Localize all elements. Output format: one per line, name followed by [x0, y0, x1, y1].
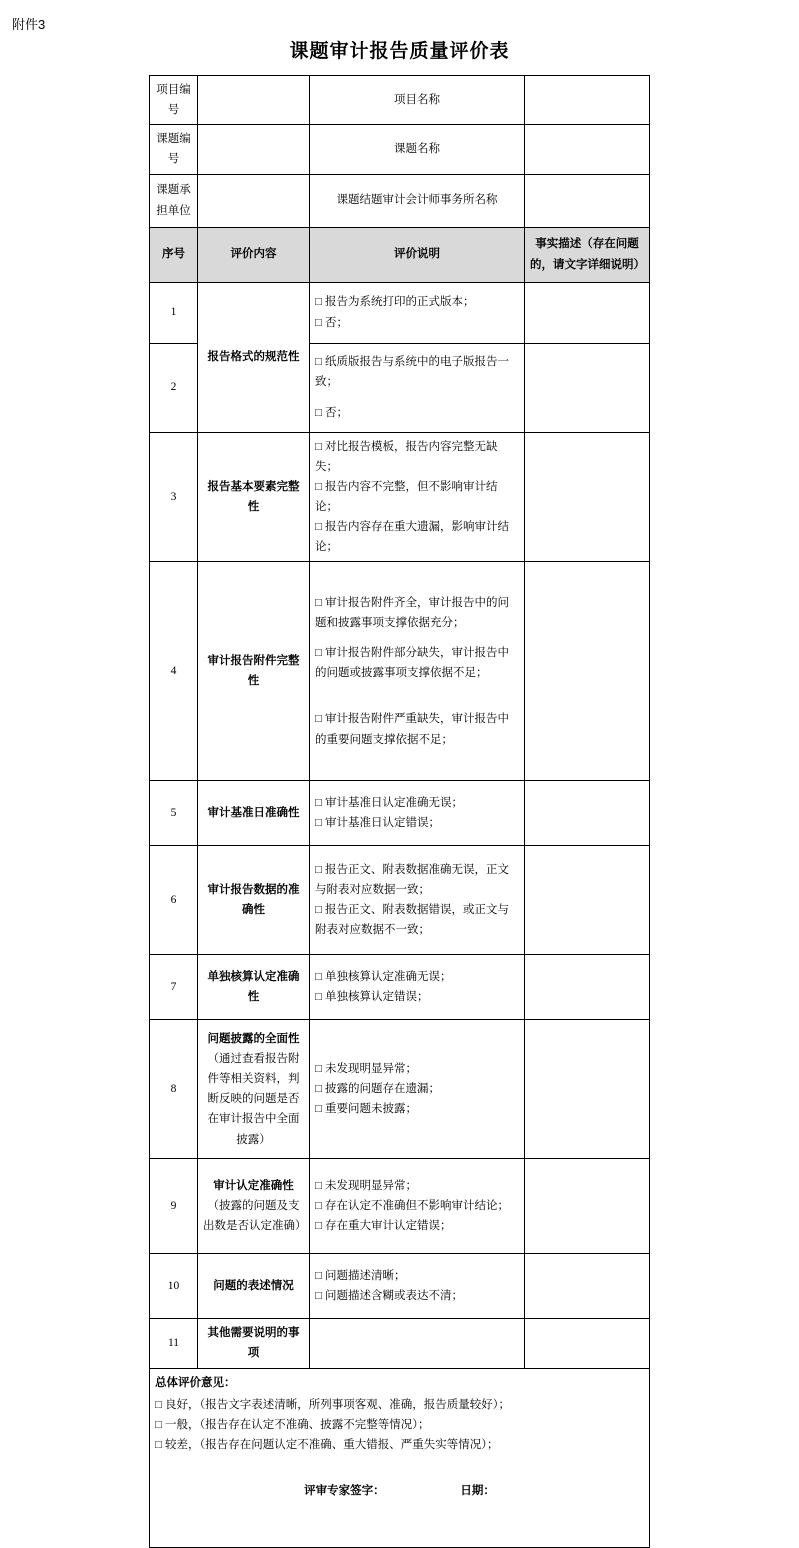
date-label[interactable]: 日期： [460, 1485, 495, 1497]
header-fact: 事实描述（存在问题的，请文字详细说明） [525, 227, 650, 282]
info-label-topic-name: 课题名称 [310, 125, 525, 174]
checkbox-icon[interactable]: □ [155, 1398, 162, 1411]
checkbox-icon[interactable]: □ [315, 316, 322, 329]
option-item[interactable]: □ 单独核算认定错误； [315, 991, 429, 1004]
info-value-project-code[interactable] [198, 76, 310, 125]
checkbox-icon[interactable]: □ [315, 406, 322, 419]
option-item[interactable]: □ 报告内容不完整，但不影响审计结论； [315, 480, 498, 513]
table-header-row [150, 227, 650, 282]
row-options-8 [310, 1020, 525, 1159]
checkbox-icon[interactable]: □ [315, 971, 322, 984]
table-row [150, 282, 650, 343]
info-value-topic-name[interactable] [525, 125, 650, 174]
option-item[interactable]: □ 审计基准日认定准确无误； [315, 797, 463, 810]
checkbox-icon[interactable]: □ [315, 1180, 322, 1193]
row-content-5: 审计基准日准确性 [198, 781, 310, 846]
checkbox-icon[interactable]: □ [315, 480, 322, 493]
row-fact-7[interactable] [525, 955, 650, 1020]
row-content-9-title: 审计认定准确性 [213, 1180, 294, 1193]
row-fact-11[interactable] [525, 1319, 650, 1368]
row-content-1: 报告格式的规范性 [198, 282, 310, 432]
option-item[interactable]: □ 纸质版报告与系统中的电子版报告一致； [315, 356, 509, 389]
row-fact-9[interactable] [525, 1159, 650, 1254]
row-num-5: 5 [150, 781, 198, 846]
checkbox-icon[interactable]: □ [315, 596, 322, 609]
row-fact-5[interactable] [525, 781, 650, 846]
summary-option-item[interactable]: □ 较差，（报告存在问题认定不准确、重大错报、严重失实等情况）； [155, 1438, 499, 1451]
row-options-4 [310, 562, 525, 781]
row-fact-2[interactable] [525, 343, 650, 432]
checkbox-icon[interactable]: □ [315, 1290, 322, 1303]
summary-title: 总体评价意见： [155, 1376, 236, 1389]
row-num-7: 7 [150, 955, 198, 1020]
checkbox-icon[interactable]: □ [315, 713, 322, 726]
checkbox-icon[interactable]: □ [315, 647, 322, 660]
checkbox-icon[interactable]: □ [315, 991, 322, 1004]
checkbox-icon[interactable]: □ [315, 1083, 322, 1096]
row-content-8-title: 问题披露的全面性 [207, 1032, 300, 1045]
row-content-7: 单独核算认定准确性 [198, 955, 310, 1020]
info-label-firm-name: 课题结题审计会计师事务所名称 [310, 174, 525, 227]
option-item[interactable]: □ 否； [315, 406, 348, 419]
option-item[interactable]: □ 重要问题未披露； [315, 1103, 417, 1116]
checkbox-icon[interactable]: □ [315, 356, 322, 369]
row-num-4: 4 [150, 562, 198, 781]
row-content-3: 报告基本要素完整性 [198, 432, 310, 562]
row-fact-10[interactable] [525, 1254, 650, 1319]
option-item[interactable]: □ 否； [315, 316, 348, 329]
row-content-11: 其他需要说明的事项 [198, 1319, 310, 1368]
row-options-7 [310, 955, 525, 1020]
checkbox-icon[interactable]: □ [315, 904, 322, 917]
info-value-topic-code[interactable] [198, 125, 310, 174]
row-num-9: 9 [150, 1159, 198, 1254]
table-row [150, 955, 650, 1020]
row-options-6 [310, 846, 525, 955]
checkbox-icon[interactable]: □ [315, 1200, 322, 1213]
checkbox-icon[interactable]: □ [315, 440, 322, 453]
row-content-4: 审计报告附件完整性 [198, 562, 310, 781]
row-options-10 [310, 1254, 525, 1319]
option-item[interactable]: □ 对比报告模板，报告内容完整无缺失； [315, 440, 498, 473]
row-num-11: 11 [150, 1319, 198, 1368]
info-value-undertaking-unit[interactable] [198, 174, 310, 227]
table-row [150, 1254, 650, 1319]
row-options-9 [310, 1159, 525, 1254]
option-item[interactable]: □ 报告正文、附表数据准确无误，正文与附表对应数据一致； [315, 864, 509, 897]
header-num: 序号 [150, 227, 198, 282]
row-content-6: 审计报告数据的准确性 [198, 846, 310, 955]
table-row [150, 1319, 650, 1368]
row-num-6: 6 [150, 846, 198, 955]
row-fact-6[interactable] [525, 846, 650, 955]
checkbox-icon[interactable]: □ [315, 1103, 322, 1116]
option-item[interactable]: □ 披露的问题存在遗漏； [315, 1083, 440, 1096]
row-num-3: 3 [150, 432, 198, 562]
summary-row [150, 1368, 650, 1547]
checkbox-icon[interactable]: □ [155, 1418, 162, 1431]
info-row-unit [150, 174, 650, 227]
option-item[interactable]: □ 审计报告附件部分缺失，审计报告中的问题或披露事项支撑依据不足； [315, 647, 509, 680]
row-content-10: 问题的表述情况 [198, 1254, 310, 1319]
table-row [150, 781, 650, 846]
option-item[interactable]: □ 报告内容存在重大遗漏，影响审计结论； [315, 521, 509, 554]
checkbox-icon[interactable]: □ [315, 1270, 322, 1283]
table-row [150, 846, 650, 955]
checkbox-icon[interactable]: □ [315, 817, 322, 830]
info-label-undertaking-unit: 课题承担单位 [150, 174, 198, 227]
checkbox-icon[interactable]: □ [315, 1063, 322, 1076]
row-content-9 [198, 1159, 310, 1254]
option-item[interactable]: □ 存在重大审计认定错误； [315, 1220, 452, 1233]
page-title: 课题审计报告质量评价表 [289, 41, 510, 62]
info-value-firm-name[interactable] [525, 174, 650, 227]
row-fact-1[interactable] [525, 282, 650, 343]
info-label-project-name: 项目名称 [310, 76, 525, 125]
option-item[interactable]: □ 报告正文、附表数据错误，或正文与附表对应数据不一致； [315, 904, 509, 937]
summary-cell [150, 1368, 650, 1547]
summary-option-item[interactable]: □ 良好，（报告文字表述清晰，所列事项客观、准确，报告质量较好）； [155, 1398, 510, 1411]
header-content: 评价内容 [198, 227, 310, 282]
info-label-topic-code: 课题编号 [150, 125, 198, 174]
checkbox-icon[interactable]: □ [155, 1438, 162, 1451]
row-fact-3[interactable] [525, 432, 650, 562]
signature-row [155, 1481, 644, 1501]
row-options-1 [310, 282, 525, 343]
info-value-project-name[interactable] [525, 76, 650, 125]
checkbox-icon[interactable]: □ [315, 1220, 322, 1233]
row-num-1: 1 [150, 282, 198, 343]
option-item[interactable]: □ 问题描述含糊或表达不清； [315, 1290, 463, 1303]
table-row [150, 432, 650, 562]
row-options-5 [310, 781, 525, 846]
table-row [150, 1159, 650, 1254]
row-num-2: 2 [150, 343, 198, 432]
signature-label[interactable]: 评审专家签字： [304, 1485, 385, 1497]
row-num-10: 10 [150, 1254, 198, 1319]
info-row-project [150, 76, 650, 125]
evaluation-table [149, 75, 650, 1548]
row-content-9-note: （披露的问题及支出数是否认定准确） [203, 1200, 307, 1233]
header-desc: 评价说明 [310, 227, 525, 282]
checkbox-icon[interactable]: □ [315, 864, 322, 876]
option-item[interactable]: □ 单独核算认定准确无误； [315, 971, 452, 984]
attachment-label: 附件3 [12, 17, 46, 32]
table-row [150, 1020, 650, 1159]
option-item[interactable]: □ 报告为系统打印的正式版本； [315, 296, 475, 309]
row-options-2 [310, 343, 525, 432]
table-row [150, 562, 650, 781]
row-fact-4[interactable] [525, 562, 650, 781]
option-item[interactable]: □ 未发现明显异常； [315, 1063, 417, 1076]
info-row-topic [150, 125, 650, 174]
row-fact-8[interactable] [525, 1020, 650, 1159]
option-item[interactable]: □ 审计报告附件齐全，审计报告中的问题和披露事项支撑依据充分； [315, 596, 509, 629]
info-label-project-code: 项目编号 [150, 76, 198, 125]
row-content-8 [198, 1020, 310, 1159]
checkbox-icon[interactable]: □ [315, 797, 322, 810]
checkbox-icon[interactable]: □ [315, 521, 322, 533]
row-options-11[interactable] [310, 1319, 525, 1368]
checkbox-icon[interactable]: □ [315, 296, 322, 309]
row-num-8: 8 [150, 1020, 198, 1159]
option-item[interactable]: □ 存在认定不准确但不影响审计结论； [315, 1200, 509, 1213]
summary-option-item[interactable]: □ 一般，（报告存在认定不准确、披露不完整等情况）； [155, 1418, 430, 1431]
option-item[interactable]: □ 未发现明显异常； [315, 1180, 417, 1193]
row-content-8-note: （通过查看报告附件等相关资料，判断反映的问题是否在审计报告中全面披露） [207, 1053, 300, 1146]
option-item[interactable]: □ 问题描述清晰； [315, 1270, 406, 1283]
row-options-3 [310, 432, 525, 562]
option-item[interactable]: □ 审计报告附件严重缺失，审计报告中的重要问题支撑依据不足； [315, 713, 509, 746]
option-item[interactable]: □ 审计基准日认定错误； [315, 817, 440, 830]
